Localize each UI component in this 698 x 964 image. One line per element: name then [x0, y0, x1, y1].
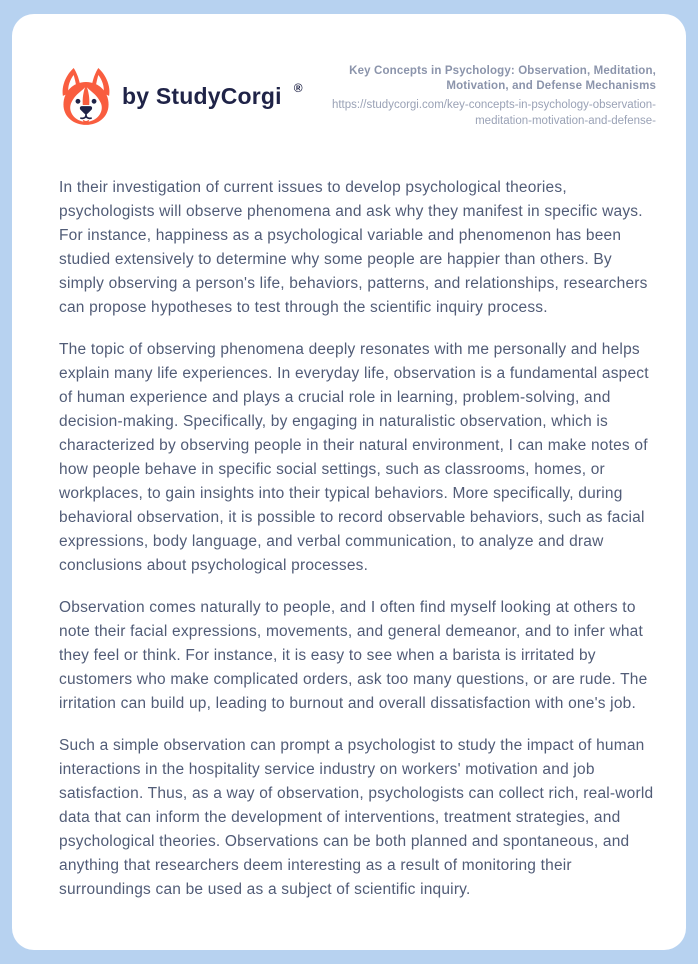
- article-body: [59, 176, 656, 902]
- paragraph-1: In their investigation of current issues to develop psychological theories, psychologists will observe phenomena and ask why they manifest in specific ways. For instance, happiness as a psychological variable and phenomenon has been studied extensively to determine why some people are happier than others. By simply observing a person's life, behaviors, patterns, and relationships, researchers can propose hypotheses to test through the scientific inquiry process.: [59, 178, 648, 316]
- paragraph-4: Such a simple observation can prompt a psychologist to study the impact of human interactions in the hospitality service industry on workers' motivation and job satisfaction. Thus, as a way of observation, psychologists can collect rich, real-world data that can inform the development of interventions, treatment strategies, and psychological theories. Observations can be both planned and spontaneous, and anything that researchers deem interesting as a result of monitoring their surroundings can be used as a subject of scientific inquiry.: [59, 736, 654, 898]
- paragraph-2: The topic of observing phenomena deeply resonates with me personally and helps explain many life experiences. In everyday life, observation is a fundamental aspect of human experience and plays a crucial role in learning, problem-solving, and decision-making. Specifically, by engaging in naturalistic observation, which is characterized by observing people in their natural environment, I can make notes of how people behave in specific social settings, such as classrooms, homes, or workplaces, to gain insights into their typical behaviors. More specifically, during behavioral observation, it is possible to record observable behaviors, such as facial expressions, body language, and verbal communication, to analyze and draw conclusions about psychological processes.: [59, 340, 649, 574]
- corgi-logo-icon: [59, 68, 113, 126]
- document-card: [12, 14, 686, 950]
- studycorgi-logo[interactable]: [59, 68, 303, 126]
- paragraph-3: Observation comes naturally to people, and I often find myself looking at others to note their facial expressions, movements, and general demeanor, and to infer what they feel or think. For instance, it is easy to see when a barista is irritated by customers who make complicated orders, ask too many questions, or are rude. The irritation can build up, leading to burnout and overall dissatisfaction with one's job.: [59, 598, 648, 712]
- document-header: [59, 64, 656, 130]
- document-title: Key Concepts in Psychology: Observation, Meditation, Motivation, and Defense Mechanisms: [349, 65, 656, 93]
- logo-text: by StudyCorgi: [122, 83, 282, 110]
- title-block: [320, 64, 656, 130]
- registered-trademark: ®: [293, 80, 303, 95]
- document-url[interactable]: https://studycorgi.com/key-concepts-in-psychology-observation-meditation-motivation-and-defense-: [331, 99, 656, 128]
